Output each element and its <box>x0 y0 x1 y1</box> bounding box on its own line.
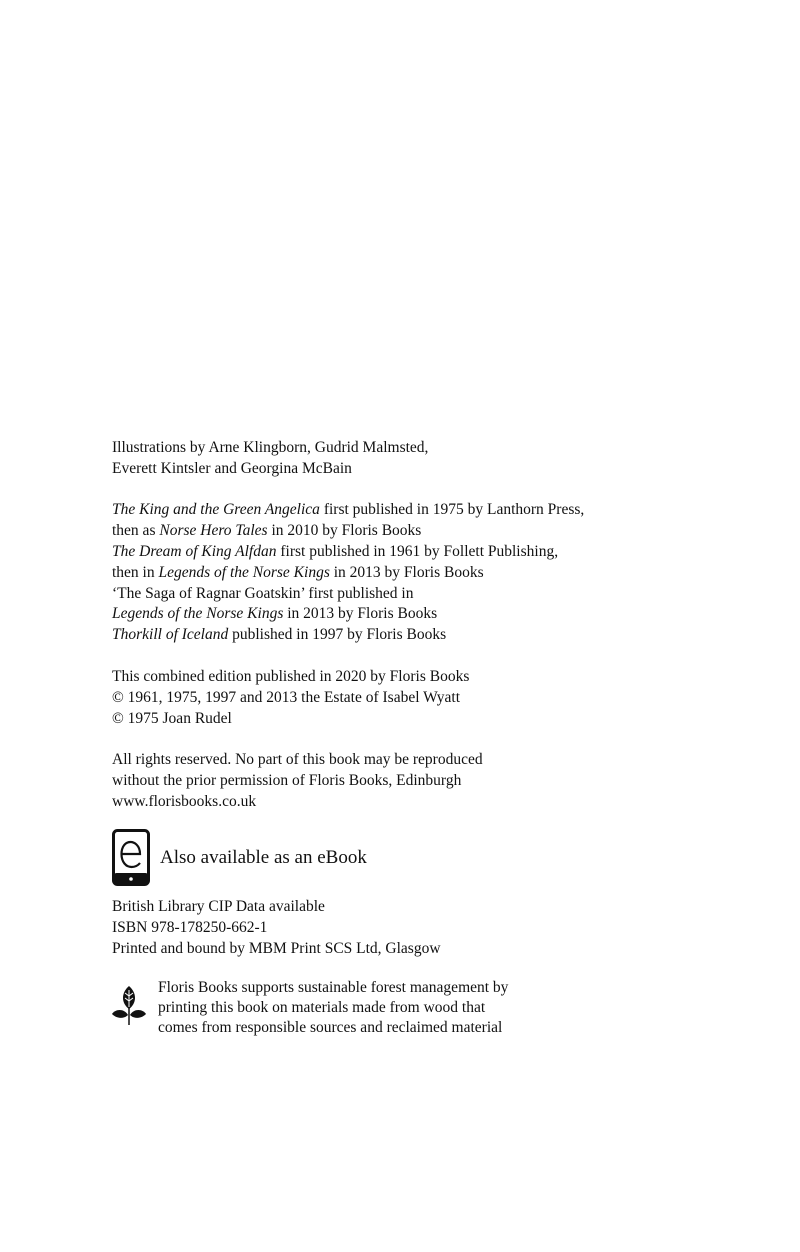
publication-history <box>112 500 584 646</box>
text: in 2013 by Floris Books <box>329 563 484 581</box>
leaf-plant-icon <box>112 985 146 1025</box>
text: first published in 1975 by Lanthorn Press, <box>319 501 585 518</box>
text-line: printing this book on materials made from wood that <box>158 998 486 1016</box>
text-line <box>112 563 584 584</box>
book-title: The King and the Green Angelica <box>112 501 320 518</box>
text-line: Printed and bound by MBM Print SCS Ltd, Glasgow <box>112 939 441 957</box>
isbn: ISBN 978-178250-662-1 <box>112 918 268 936</box>
text-line: Illustrations by Arne Klingborn, Gudrid Malmsted, <box>112 439 429 456</box>
text-line <box>112 500 584 521</box>
text: then in <box>112 563 159 581</box>
text-line: This combined edition published in 2020 by Floris Books <box>112 668 470 685</box>
ebook-tablet-icon <box>112 829 150 886</box>
text: then as <box>112 521 160 539</box>
copyright-notice <box>112 667 469 730</box>
book-title: Thorkill of Iceland <box>112 626 229 644</box>
text-line: British Library CIP Data available <box>112 898 325 915</box>
text-line <box>112 521 584 542</box>
text: in 2010 by Floris Books <box>267 521 422 539</box>
text: in 2013 by Floris Books <box>283 605 438 623</box>
book-title: Legends of the Norse Kings <box>112 605 284 623</box>
ebook-notice <box>112 829 367 886</box>
book-title: Legends of the Norse Kings <box>158 563 330 581</box>
website-link[interactable]: www.florisbooks.co.uk <box>112 792 257 810</box>
text-line: All rights reserved. No part of this book may be reproduced <box>112 751 483 768</box>
text-line: without the prior permission of Floris Books, Edinburgh <box>112 771 462 789</box>
text-line: comes from responsible sources and reclaimed material <box>158 1018 503 1036</box>
book-title: Norse Hero Tales <box>159 521 268 539</box>
text: published in 1997 by Floris Books <box>228 626 447 644</box>
rights-notice <box>112 750 483 813</box>
text-line: © 1975 Joan Rudel <box>112 709 232 727</box>
text-line: Floris Books supports sustainable forest management by <box>158 979 509 996</box>
text-line <box>112 625 584 646</box>
text: ‘The Saga of Ragnar Goatskin’ first published in <box>112 584 414 602</box>
text-line <box>112 604 584 625</box>
text-line <box>112 542 584 563</box>
cataloguing-info <box>112 897 441 960</box>
text-line: © 1961, 1975, 1997 and 2013 the Estate of Isabel Wyatt <box>112 688 461 706</box>
book-title: The Dream of King Alfdan <box>112 542 277 560</box>
text: first published in 1961 by Follett Publishing, <box>276 542 559 560</box>
ebook-label: Also available as an eBook <box>160 846 367 868</box>
text-line <box>112 584 584 605</box>
illustrations-credit <box>112 438 428 480</box>
text-line: Everett Kintsler and Georgina McBain <box>112 459 352 477</box>
